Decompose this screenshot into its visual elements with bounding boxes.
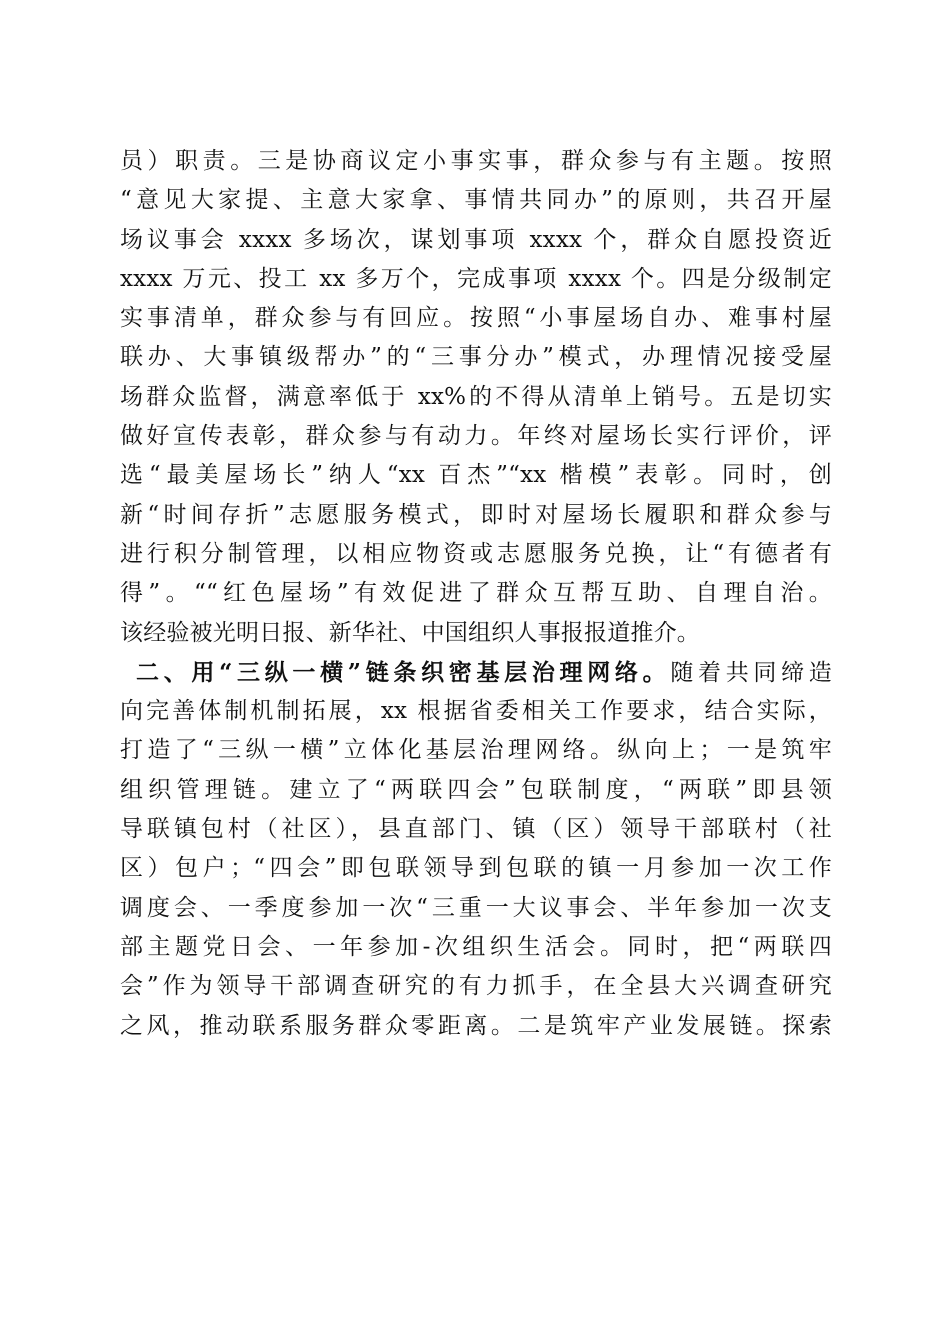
text-line: 打造了“三纵一横”立体化基层治理网络。纵向上；一是筑牢 [120,737,832,764]
text-line: 导联镇包村（社区），县直部门、镇（区）领导干部联村（社 [120,816,832,843]
text-line: 得”。““红色屋场”有效促进了群众互帮互助、自理自治。 [120,580,832,607]
text-line: “意见大家提、主意大家拿、事情共同办”的原则，共召开屋 [120,187,832,214]
text-line: 联办、大事镇级帮办”的“三事分办”模式，办理情况接受屋 [120,344,832,371]
section-heading-rest: 随着共同缔造 [670,659,832,686]
section-heading: 二、用“三纵一横”链条织密基层治理网络。 [136,658,671,686]
text-line: 做好宣传表彰，群众参与有动力。年终对屋场长实行评价，评 [120,423,832,450]
text-line: 向完善体制机制拓展，xx 根据省委相关工作要求，结合实际， [120,698,832,725]
text-line: 区）包户；“四会”即包联领导到包联的镇一月参加一次工作 [120,855,832,882]
text-line: 调度会、一季度参加一次“三重一大议事会、半年参加一次支 [120,894,832,921]
section-heading-line [120,653,832,692]
text-line: 该经验被光明日报、新华社、中国组织人事报报道推介。 [120,619,700,646]
text-line: 部主题党日会、一年参加-次组织生活会。同时，把“两联四 [120,933,832,960]
text-line: 进行积分制管理，以相应物资或志愿服务兑换，让“有德者有 [120,540,832,567]
text-line: 会”作为领导干部调查研究的有力抓手，在全县大兴调查研究 [120,973,832,1000]
text-line: 员）职责。三是协商议定小事实事，群众参与有主题。按照 [120,148,832,174]
text-line: 场议事会 xxxx 多场次，谋划事项 xxxx 个，群众自愿投资近 [120,226,832,253]
text-line: 之风，推动联系服务群众零距离。二是筑牢产业发展链。探索 [120,1012,832,1039]
text-line: 选“最美屋场长”纳人“xx 百杰”“xx 楷模”表彰。同时，创 [120,462,832,489]
body-text [120,142,832,1046]
text-line: 组织管理链。建立了“两联四会”包联制度，“两联”即县领 [120,776,832,803]
text-line: xxxx 万元、投工 xx 多万个，完成事项 xxxx 个。四是分级制定 [120,265,832,292]
text-line: 场群众监督，满意率低于 xx%的不得从清单上销号。五是切实 [120,383,832,410]
text-line: 新“时间存折”志愿服务模式，即时对屋场长履职和群众参与 [120,501,832,528]
text-line: 实事清单，群众参与有回应。按照“小事屋场自办、难事村屋 [120,305,832,332]
